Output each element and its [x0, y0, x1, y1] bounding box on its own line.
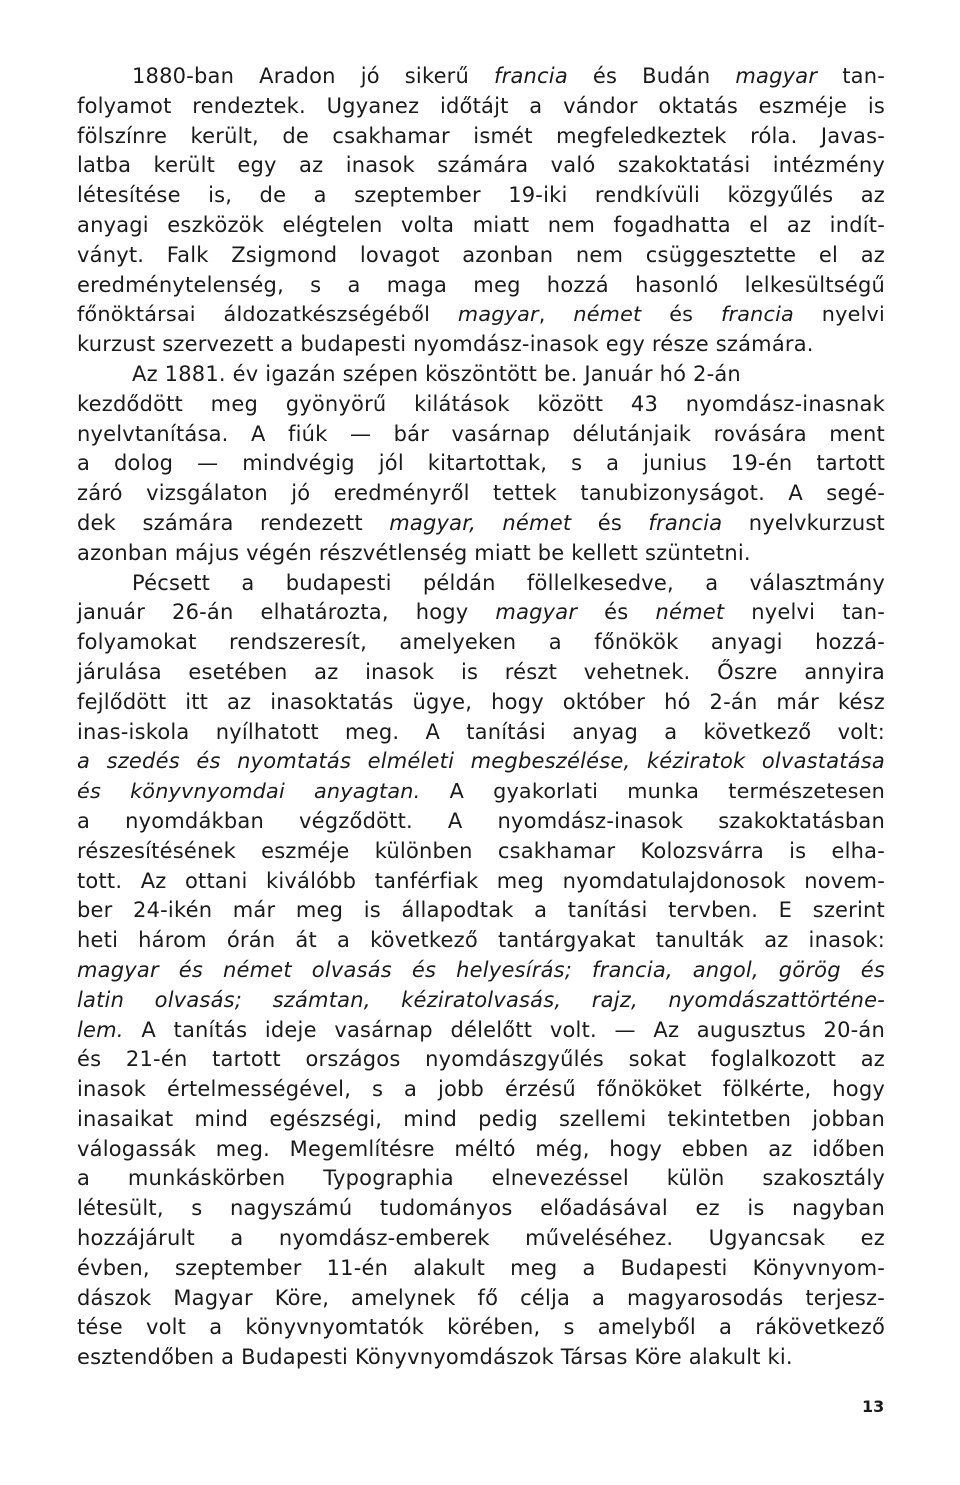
- italic-text: francia: [494, 64, 568, 88]
- text-line: [77, 390, 885, 420]
- text-segment: fejlődött itt az inasoktatás ügye, hogy október hó 2-án már kész: [77, 689, 885, 714]
- text-line: [77, 1135, 885, 1165]
- text-segment: A tanítás ideje vasárnap délelőtt volt. — Az augusztus 20-án: [123, 1017, 885, 1042]
- text-segment: fölszínre került, de csakhamar ismét megfeledkeztek róla. Javas-: [77, 123, 885, 148]
- text-segment: ványt. Falk Zsigmond lovagot azonban nem csüggesztette el az: [77, 242, 885, 267]
- text-segment: A gyakorlati munka természetesen: [420, 779, 885, 804]
- text-line: [77, 688, 885, 718]
- text-segment: kezdődött meg gyönyörű kilátások között 43 nyomdász-inasnak: [77, 391, 885, 416]
- italic-text: magyar és német olvasás és helyesírás; francia, angol, görög és: [77, 957, 885, 982]
- italic-text: és könyvnyomdai anyagtan.: [77, 779, 421, 804]
- text-segment: nyelvkurzust: [722, 510, 885, 535]
- text-line: [77, 449, 885, 479]
- text-segment: folyamokat rendszeresít, amelyeken a főnökök anyagi hozzá-: [77, 630, 885, 655]
- text-segment: a munkáskörben Typographia elnevezéssel külön szakosztály: [77, 1166, 885, 1191]
- italic-text: lem.: [77, 1017, 124, 1042]
- text-line: [77, 867, 885, 897]
- italic-text: a szedés és nyomtatás elméleti megbeszélése, kéziratok olvastatása: [77, 749, 885, 774]
- text-line: [77, 211, 885, 241]
- text-segment: Pécsett a budapesti példán föllelkesedve, a választmány: [132, 570, 885, 595]
- text-line: [77, 122, 885, 152]
- text-line: [77, 837, 885, 867]
- text-segment: anyagi eszközök elégtelen volta miatt nem fogadhatta el az indít-: [77, 212, 885, 237]
- text-segment: nyelvi: [793, 302, 885, 327]
- page-number: 13: [862, 1397, 885, 1416]
- text-line: [77, 1075, 885, 1105]
- text-line: [77, 1164, 885, 1194]
- text-line: [77, 777, 885, 807]
- text-segment: létesítése is, de a szeptember 19-iki rendkívüli közgyűlés az: [77, 183, 885, 208]
- text-line: [77, 1194, 885, 1224]
- text-segment: esztendőben a Budapesti Könyvnyomdászok Társas Köre alakult ki.: [77, 1345, 793, 1370]
- text-line: [77, 1224, 885, 1254]
- text-segment: dászok Magyar Köre, amelynek fő célja a magyarosodás terjesz-: [77, 1285, 885, 1310]
- italic-text: francia: [720, 302, 794, 327]
- text-line: [77, 1105, 885, 1135]
- text-segment: tése volt a könyvnyomtatók körében, s amelyből a rákövetkező: [77, 1315, 885, 1340]
- text-line: [77, 509, 885, 539]
- italic-text: magyar: [735, 64, 818, 88]
- text-segment: létesült, s nagyszámú tudományos előadásával ez is nagyban: [77, 1196, 885, 1221]
- text-segment: Az 1881. év igazán szépen köszöntött be. Január hó 2-án: [132, 361, 741, 386]
- text-line: [77, 718, 885, 748]
- body-text: [77, 62, 885, 1373]
- text-line: [77, 360, 885, 390]
- text-segment: nyelvtanítása. A fiúk — bár vasárnap délutánjaik rovására ment: [77, 421, 885, 446]
- text-line: [77, 926, 885, 956]
- text-line: [77, 986, 885, 1016]
- text-segment: és 21-én tartott országos nyomdászgyűlés sokat foglalkozott az: [77, 1047, 885, 1072]
- text-segment: nyelvi tan-: [724, 600, 885, 625]
- text-line: [77, 151, 885, 181]
- text-segment: január 26-án elhatározta, hogy: [77, 600, 496, 625]
- text-line: [77, 300, 885, 330]
- text-segment: tott. Az ottani kiválóbb tanférfiak meg nyomdatulajdonosok novem-: [77, 868, 885, 893]
- text-segment: latba került egy az inasok számára való szakoktatási intézmény: [77, 153, 885, 178]
- text-line: [77, 1254, 885, 1284]
- text-segment: eredménytelenség, s a maga meg hozzá hasonló lelkesültségű: [77, 272, 885, 297]
- text-line: [77, 747, 885, 777]
- text-segment: részesítésének eszméje különben csakhamar Kolozsvárra is elha-: [77, 838, 885, 863]
- text-segment: kurzust szervezett a budapesti nyomdász-inasok egy része számára.: [77, 332, 814, 357]
- text-segment: azonban május végén részvétlenség miatt be kellett szüntetni.: [77, 540, 751, 565]
- text-segment: és: [641, 302, 721, 327]
- text-line: [77, 62, 885, 92]
- text-line: [77, 1343, 885, 1373]
- text-line: [77, 1313, 885, 1343]
- italic-text: német: [655, 600, 725, 625]
- text-segment: ,: [538, 302, 574, 327]
- text-segment: a dolog — mindvégig jól kitartottak, s a junius 19-én tartott: [77, 451, 885, 476]
- text-line: [77, 330, 885, 360]
- text-line: [77, 569, 885, 599]
- italic-text: latin olvasás; számtan, kéziratolvasás, rajz, nyomdászattörténe-: [77, 987, 885, 1012]
- italic-text: német: [573, 302, 642, 327]
- italic-text: magyar: [457, 302, 539, 327]
- text-line: [77, 658, 885, 688]
- text-segment: folyamot rendeztek. Ugyanez időtájt a vándor oktatás eszméje is: [77, 93, 885, 118]
- text-line: [77, 241, 885, 271]
- text-line: [77, 807, 885, 837]
- text-line: [77, 598, 885, 628]
- text-segment: válogassák meg. Megemlítésre méltó még, hogy ebben az időben: [77, 1136, 885, 1161]
- text-segment: a nyomdákban végződött. A nyomdász-inasok szakoktatásban: [77, 808, 885, 833]
- text-line: [77, 628, 885, 658]
- text-segment: inasaikat mind egészségi, mind pedig szellemi tekintetben jobban: [77, 1106, 885, 1131]
- text-segment: 1880-ban Aradon jó sikerű: [132, 64, 495, 88]
- text-segment: járulása esetében az inasok is részt vehetnek. Őszre annyira: [77, 659, 885, 684]
- italic-text: magyar, német: [389, 510, 572, 535]
- text-line: [77, 271, 885, 301]
- text-segment: és: [577, 600, 656, 625]
- text-segment: heti három órán át a következő tantárgyakat tanulták az inasok:: [77, 928, 885, 953]
- text-segment: inasok értelmességével, s a jobb érzésű főnököket fölkérte, hogy: [77, 1077, 885, 1102]
- text-segment: és: [571, 510, 649, 535]
- text-segment: inas-iskola nyílhatott meg. A tanítási anyag a következő volt:: [77, 719, 885, 744]
- text-segment: záró vizsgálaton jó eredményről tettek tanubizonyságot. A segé-: [77, 481, 885, 506]
- text-segment: ber 24-ikén már meg is állapodtak a tanítási tervben. E szerint: [77, 898, 885, 923]
- text-segment: és Budán: [567, 64, 736, 88]
- text-segment: tan-: [817, 64, 885, 88]
- text-segment: hozzájárult a nyomdász-emberek műveléséhez. Ugyancsak ez: [77, 1226, 885, 1251]
- text-segment: főnöktársai áldozatkészségéből: [77, 302, 458, 327]
- text-segment: évben, szeptember 11-én alakult meg a Budapesti Könyvnyom-: [77, 1255, 885, 1280]
- text-line: [77, 420, 885, 450]
- italic-text: magyar: [495, 600, 578, 625]
- text-line: [77, 92, 885, 122]
- text-line: [77, 1284, 885, 1314]
- text-line: [77, 896, 885, 926]
- text-line: [77, 1016, 885, 1046]
- text-line: [77, 1045, 885, 1075]
- text-line: [77, 181, 885, 211]
- text-segment: dek számára rendezett: [77, 510, 390, 535]
- text-line: [77, 539, 885, 569]
- text-line: [77, 479, 885, 509]
- text-line: [77, 956, 885, 986]
- italic-text: francia: [648, 510, 723, 535]
